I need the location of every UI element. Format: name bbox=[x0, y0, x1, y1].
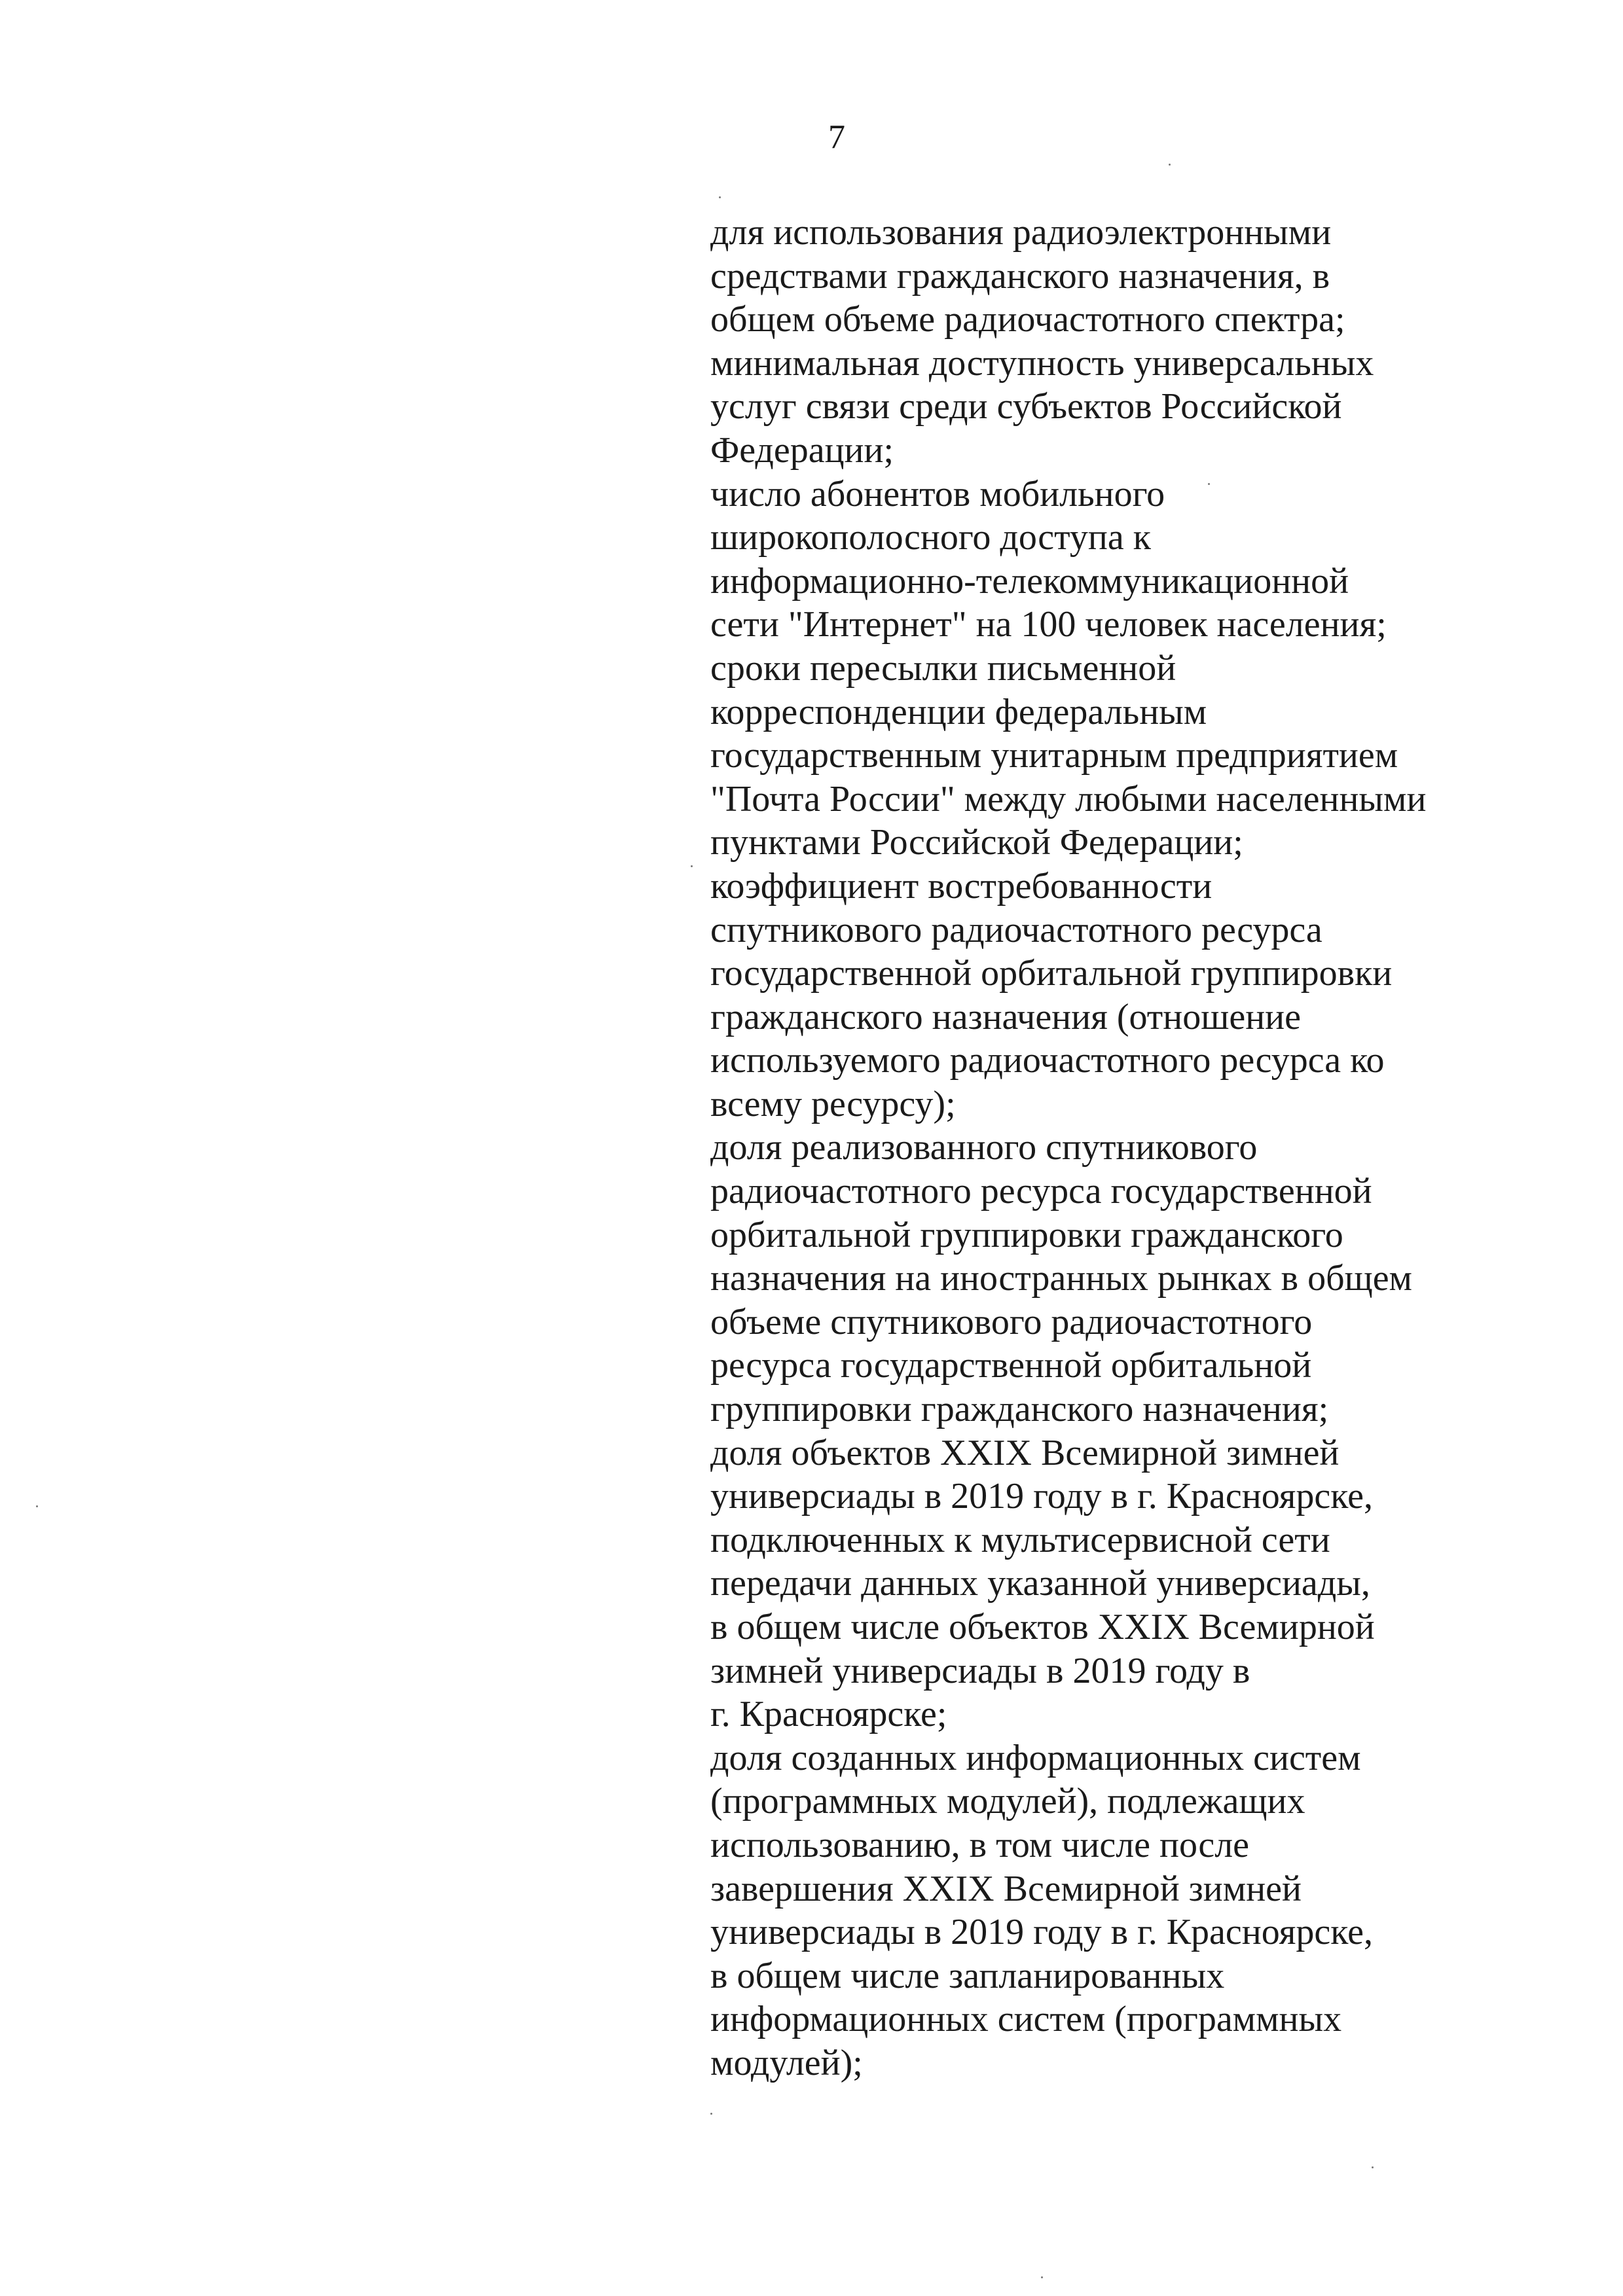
text-line: группировки гражданского назначения; bbox=[710, 1389, 1329, 1430]
scan-speck bbox=[36, 1505, 38, 1507]
text-line: доля реализованного спутникового bbox=[710, 1127, 1258, 1168]
text-line: сети "Интернет" на 100 человек населения; bbox=[710, 604, 1387, 645]
text-line: государственной орбитальной группировки bbox=[710, 953, 1393, 994]
text-line: зимней универсиады в 2019 году в bbox=[710, 1650, 1250, 1691]
text-line: Федерации; bbox=[710, 429, 894, 471]
scan-speck bbox=[691, 865, 693, 867]
text-line: коэффициент востребованности bbox=[710, 865, 1213, 906]
text-line: государственным унитарным предприятием bbox=[710, 735, 1398, 776]
text-line: в общем числе объектов XXIX Всемирной bbox=[710, 1607, 1375, 1647]
text-line: "Почта России" между любыми населенными bbox=[710, 778, 1427, 819]
text-line: назначения на иностранных рынках в общем bbox=[710, 1258, 1412, 1299]
text-line: (программных модулей), подлежащих bbox=[710, 1781, 1305, 1822]
text-line: услуг связи среди субъектов Российской bbox=[710, 386, 1342, 427]
text-line: г. Красноярске; bbox=[710, 1694, 947, 1735]
text-line: в общем числе запланированных bbox=[710, 1955, 1225, 1996]
text-line: средствами гражданского назначения, в bbox=[710, 255, 1330, 296]
text-line: сроки пересылки письменной bbox=[710, 647, 1176, 689]
text-line: корреспонденции федеральным bbox=[710, 691, 1207, 732]
text-line: передачи данных указанной универсиады, bbox=[710, 1563, 1370, 1604]
text-line: для использования радиоэлектронными bbox=[710, 212, 1332, 253]
text-line: широкополосного доступа к bbox=[710, 517, 1151, 558]
text-line: общем объеме радиочастотного спектра; bbox=[710, 299, 1345, 340]
text-line: число абонентов мобильного bbox=[710, 473, 1165, 514]
scan-speck bbox=[1169, 164, 1171, 166]
text-line: универсиады в 2019 году в г. Красноярске, bbox=[710, 1476, 1373, 1517]
text-line: использованию, в том числе после bbox=[710, 1824, 1250, 1865]
scan-speck bbox=[1372, 2166, 1374, 2168]
text-line: спутникового радиочастотного ресурса bbox=[710, 909, 1322, 950]
text-line: модулей); bbox=[710, 2042, 863, 2083]
scan-speck bbox=[719, 196, 721, 198]
text-line: универсиады в 2019 году в г. Красноярске, bbox=[710, 1912, 1373, 1953]
document-body bbox=[710, 211, 1614, 2085]
text-line: информационно-телекоммуникационной bbox=[710, 560, 1349, 601]
text-line: ресурса государственной орбитальной bbox=[710, 1345, 1312, 1386]
text-line: гражданского назначения (отношение bbox=[710, 996, 1301, 1037]
text-line: орбитальной группировки гражданского bbox=[710, 1214, 1343, 1255]
page-number: 7 bbox=[828, 118, 845, 156]
text-line: доля созданных информационных систем bbox=[710, 1737, 1361, 1778]
scan-speck bbox=[1208, 483, 1210, 485]
text-line: минимальная доступность универсальных bbox=[710, 342, 1374, 384]
scan-speck bbox=[710, 2113, 712, 2115]
text-line: завершения XXIX Всемирной зимней bbox=[710, 1868, 1302, 1909]
text-line: используемого радиочастотного ресурса ко bbox=[710, 1040, 1385, 1081]
scan-speck bbox=[1041, 2276, 1043, 2278]
text-line: доля объектов XXIX Всемирной зимней bbox=[710, 1432, 1340, 1473]
text-line: всему ресурсу); bbox=[710, 1083, 956, 1124]
text-line: радиочастотного ресурса государственной bbox=[710, 1171, 1372, 1212]
text-line: подключенных к мультисервисной сети bbox=[710, 1519, 1330, 1560]
text-line: объеме спутникового радиочастотного bbox=[710, 1301, 1313, 1342]
text-line: информационных систем (программных bbox=[710, 1999, 1342, 2040]
text-line: пунктами Российской Федерации; bbox=[710, 822, 1243, 863]
